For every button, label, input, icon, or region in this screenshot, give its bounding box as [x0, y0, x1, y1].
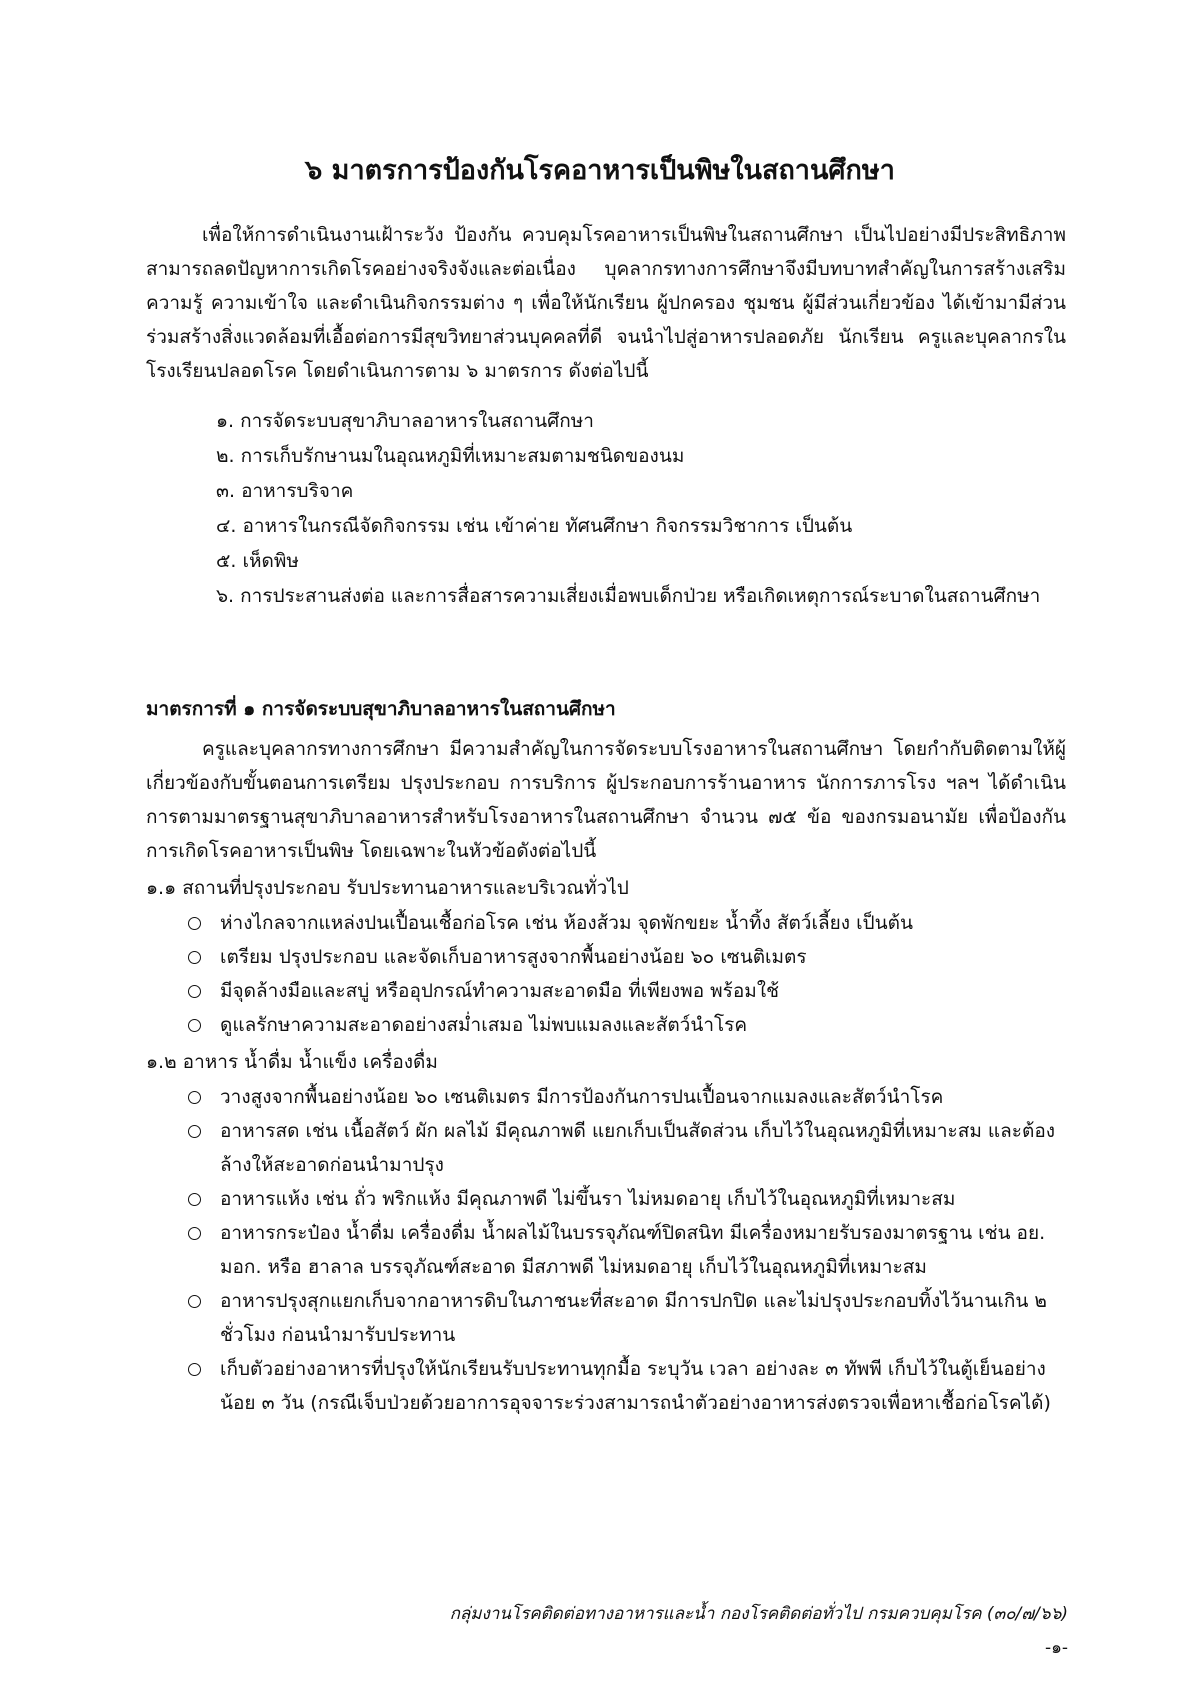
- bullet-text: อาหารสด เช่น เนื้อสัตว์ ผัก ผลไม้ มีคุณภาพดี แยกเก็บเป็นสัดส่วน เก็บไว้ในอุณหภูมิที่เหมาะสม และต้องล้างให้สะอาดก่อนนำมาปรุง: [220, 1120, 1056, 1176]
- circle-bullet-icon: [188, 1125, 201, 1138]
- measure-item-4: ๔. อาหารในกรณีจัดกิจกรรม เช่น เข้าค่าย ทัศนศึกษา กิจกรรมวิชาการ เป็นต้น: [216, 515, 853, 537]
- circle-bullet-icon: [188, 1295, 201, 1308]
- bullet-text: อาหารปรุงสุกแยกเก็บจากอาหารดิบในภาชนะที่สะอาด มีการปกปิด และไม่ปรุงประกอบทิ้งไว้นานเกิน ๒ ชั่วโมง ก่อนนำมารับประทาน: [220, 1290, 1047, 1346]
- circle-bullet-icon: [188, 917, 201, 930]
- list-item: [182, 1216, 1066, 1284]
- section-paragraph: ครูและบุคลากรทางการศึกษา มีความสำคัญในการจัดระบบโรงอาหารในสถานศึกษา โดยกำกับติดตามให้ผู้เกี่ยวข้องกับขั้นตอนการเตรียม ปรุงประกอบ การบริการ ผู้ประกอบการร้านอาหาร นักการภารโรง ฯลฯ ได้ดำเนินการตามมาตรฐานสุขาภิบาลอาหารสำหรับโรงอาหารในสถานศึกษา จำนวน ๗๕ ข้อ ของกรมอนามัย เพื่อป้องกันการเกิดโรคอาหารเป็นพิษ โดยเฉพาะในหัวข้อดังต่อไปนี้: [146, 738, 1066, 862]
- bullet-list-1-2: [182, 1080, 1066, 1420]
- circle-bullet-icon: [188, 1091, 201, 1104]
- list-item: [182, 1008, 1066, 1042]
- bullet-text: มีจุดล้างมือและสบู่ หรืออุปกรณ์ทำความสะอาดมือ ที่เพียงพอ พร้อมใช้: [220, 980, 779, 1002]
- intro-paragraph: เพื่อให้การดำเนินงานเฝ้าระวัง ป้องกัน ควบคุมโรคอาหารเป็นพิษในสถานศึกษา เป็นไปอย่างมีประสิทธิภาพ สามารถลดปัญหาการเกิดโรคอย่างจริงจังและต่อเนื่อง บุคลากรทางการศึกษาจึงมีบทบาทสำคัญในการสร้างเสริมความรู้ ความเข้าใจ และดำเนินกิจกรรมต่าง ๆ เพื่อให้นักเรียน ผู้ปกครอง ชุมชน ผู้มีส่วนเกี่ยวข้อง ได้เข้ามามีส่วนร่วมสร้างสิ่งแวดล้อมที่เอื้อต่อการมีสุขวิทยาส่วนบุคคลที่ดี จนนำไปสู่อาหารปลอดภัย นักเรียน ครูและบุคลากรในโรงเรียนปลอดโรค โดยดำเนินการตาม ๖ มาตรการ ดังต่อไปนี้: [146, 224, 1066, 382]
- list-item: [182, 1182, 1066, 1216]
- measure-item-6: ๖. การประสานส่งต่อ และการสื่อสารความเสี่ยงเมื่อพบเด็กป่วย หรือเกิดเหตุการณ์ระบาดในสถานศึกษา: [216, 585, 1041, 607]
- bullet-text: เตรียม ปรุงประกอบ และจัดเก็บอาหารสูงจากพื้นอย่างน้อย ๖๐ เซนติเมตร: [220, 946, 807, 968]
- bullet-text: อาหารกระป๋อง น้ำดื่ม เครื่องดื่ม น้ำผลไม้ในบรรจุภัณฑ์ปิดสนิท มีเครื่องหมายรับรองมาตรฐาน เช่น อย. มอก. หรือ ฮาลาล บรรจุภัณฑ์สะอาด มีสภาพดี ไม่หมดอายุ เก็บไว้ในอุณหภูมิที่เหมาะสม: [220, 1222, 1046, 1278]
- bullet-text: เก็บตัวอย่างอาหารที่ปรุงให้นักเรียนรับประทานทุกมื้อ ระบุวัน เวลา อย่างละ ๓ ทัพพี เก็บไว้ในตู้เย็นอย่างน้อย ๓ วัน (กรณีเจ็บป่วยด้วยอาการอุจจาระร่วงสามารถนำตัวอย่างอาหารส่งตรวจเพื่อหาเชื้อก่อโรคได้): [220, 1358, 1051, 1414]
- document-title: ๖ มาตรการป้องกันโรคอาหารเป็นพิษในสถานศึกษา: [305, 155, 895, 186]
- page-number: -๑-: [1044, 1638, 1068, 1658]
- circle-bullet-icon: [188, 1193, 201, 1206]
- subsection-heading-1-2: ๑.๒ อาหาร น้ำดื่ม น้ำแข็ง เครื่องดื่ม: [146, 1051, 438, 1073]
- list-item: [182, 1352, 1066, 1420]
- subsection-heading-1-1: ๑.๑ สถานที่ปรุงประกอบ รับประทานอาหารและบริเวณทั่วไป: [146, 877, 629, 899]
- circle-bullet-icon: [188, 985, 201, 998]
- bullet-text: ห่างไกลจากแหล่งปนเปื้อนเชื้อก่อโรค เช่น ห้องส้วม จุดพักขยะ น้ำทิ้ง สัตว์เลี้ยง เป็นต้น: [220, 912, 913, 934]
- bullet-text: วางสูงจากพื้นอย่างน้อย ๖๐ เซนติเมตร มีการป้องกันการปนเปื้อนจากแมลงและสัตว์นำโรค: [220, 1086, 944, 1108]
- bullet-list-1-1: [182, 906, 1066, 1042]
- list-item: [182, 940, 1066, 974]
- section-heading: มาตรการที่ ๑ การจัดระบบสุขาภิบาลอาหารในสถานศึกษา: [146, 698, 616, 720]
- list-item: [182, 1284, 1066, 1352]
- list-item: [182, 906, 1066, 940]
- circle-bullet-icon: [188, 1227, 201, 1240]
- measure-item-1: ๑. การจัดระบบสุขาภิบาลอาหารในสถานศึกษา: [216, 410, 594, 432]
- footer-source: กลุ่มงานโรคติดต่อทางอาหารและน้ำ กองโรคติดต่อทั่วไป กรมควบคุมโรค (๓๐/๗/๖๖): [449, 1604, 1068, 1624]
- circle-bullet-icon: [188, 1363, 201, 1376]
- bullet-text: ดูแลรักษาความสะอาดอย่างสม่ำเสมอ ไม่พบแมลงและสัตว์นำโรค: [220, 1014, 748, 1036]
- bullet-text: อาหารแห้ง เช่น ถั่ว พริกแห้ง มีคุณภาพดี ไม่ขึ้นรา ไม่หมดอายุ เก็บไว้ในอุณหภูมิที่เหมาะสม: [220, 1188, 956, 1210]
- list-item: [182, 1080, 1066, 1114]
- measure-item-5: ๕. เห็ดพิษ: [216, 550, 299, 572]
- list-item: [182, 1114, 1066, 1182]
- circle-bullet-icon: [188, 951, 201, 964]
- measure-item-3: ๓. อาหารบริจาค: [216, 480, 354, 502]
- circle-bullet-icon: [188, 1019, 201, 1032]
- measures-list: [146, 404, 1066, 614]
- measure-item-2: ๒. การเก็บรักษานมในอุณหภูมิที่เหมาะสมตามชนิดของนม: [216, 445, 685, 467]
- list-item: [182, 974, 1066, 1008]
